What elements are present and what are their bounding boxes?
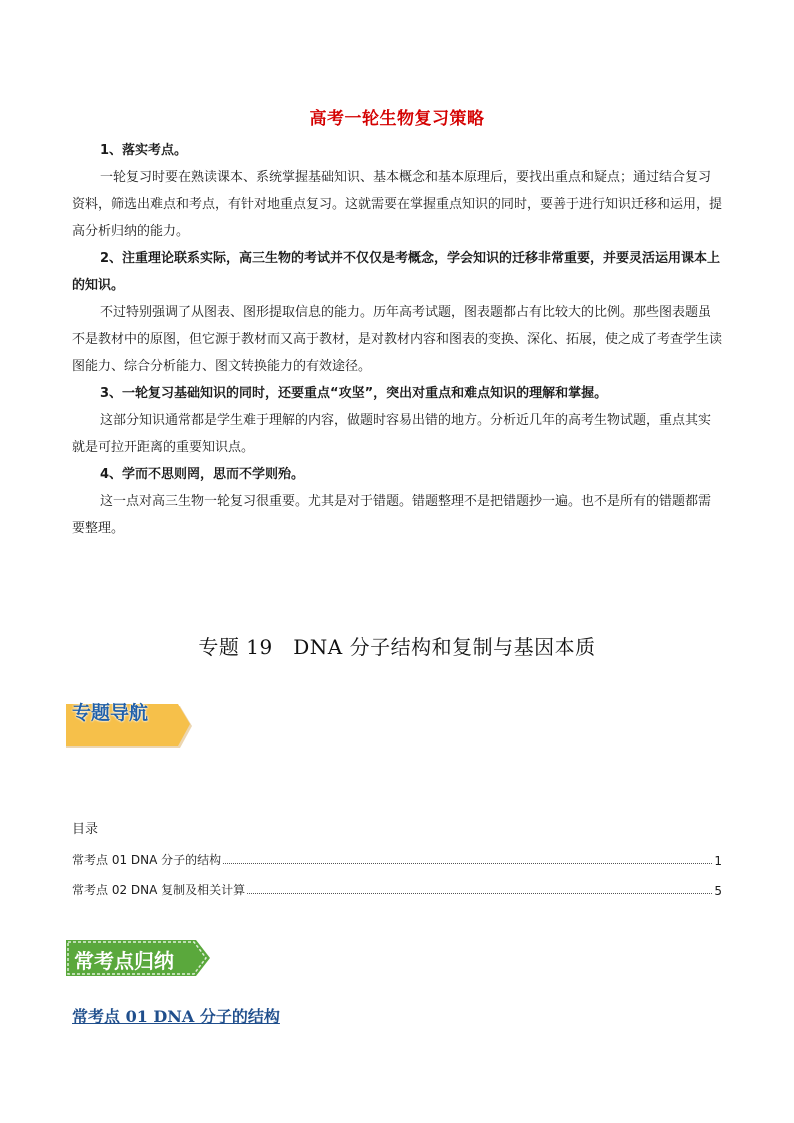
toc-heading: 目录 <box>72 822 99 837</box>
toc-entry[interactable] <box>72 848 722 868</box>
toc-leader-dots <box>247 893 712 894</box>
toc-entry-label[interactable]: 常考点 02 DNA 复制及相关计算 <box>72 883 246 897</box>
point1-heading: 1、落实考点。 <box>100 143 188 158</box>
strategy-title: 高考一轮生物复习策略 <box>309 109 485 129</box>
toc-entry[interactable] <box>72 878 722 898</box>
point2-text: 不过特别强调了从图表、图形提取信息的能力。历年高考试题，图表题都占有比较大的比例。那些图表题虽不是教材中的原图，但它源于教材而又高于教材，是对教材内容和图表的变换、深化、拓展，使之成了考查学生读图能力、综合分析能力、图文转换能力的有效途径。 <box>72 305 723 374</box>
point4-text: 这一点对高三生物一轮复习很重要。尤其是对于错题。错题整理不是把错题抄一遍。也不是所有的错题都需要整理。 <box>72 494 712 536</box>
key-points-badge <box>66 940 212 976</box>
key-points-label: 常考点归纳 <box>74 949 174 973</box>
section-heading-link[interactable]: 常考点 01 DNA 分子的结构 <box>72 1007 280 1026</box>
topic-nav-badge <box>66 696 194 752</box>
point3-text: 这部分知识通常都是学生难于理解的内容，做题时容易出错的地方。分析近几年的高考生物试题，重点其实就是可拉开距离的重要知识点。 <box>72 413 712 455</box>
topic-nav-label: 专题导航 <box>72 702 149 724</box>
point4-heading: 4、学而不思则罔，思而不学则殆。 <box>100 467 305 482</box>
toc-entry-page: 5 <box>714 884 722 898</box>
point3-heading: 3、一轮复习基础知识的同时，还要重点“攻坚”，突出对重点和难点知识的理解和掌握。 <box>100 386 608 401</box>
point2-heading: 2、注重理论联系实际，高三生物的考试并不仅仅是考概念，学会知识的迁移非常重要，并要灵活运用课本上的知识。 <box>72 251 721 293</box>
toc-entry-label[interactable]: 常考点 01 DNA 分子的结构 <box>72 853 222 867</box>
toc-entry-page: 1 <box>714 854 722 868</box>
topic-title: 专题 19 DNA 分子结构和复制与基因本质 <box>198 635 596 659</box>
point1-text: 一轮复习时要在熟读课本、系统掌握基础知识、基本概念和基本原理后，要找出重点和疑点；通过结合复习资料，筛选出难点和考点，有针对地重点复习。这就需要在掌握重点知识的同时，要善于进行知识迁移和运用，提高分析归纳的能力。 <box>72 170 723 239</box>
toc-leader-dots <box>223 863 712 864</box>
